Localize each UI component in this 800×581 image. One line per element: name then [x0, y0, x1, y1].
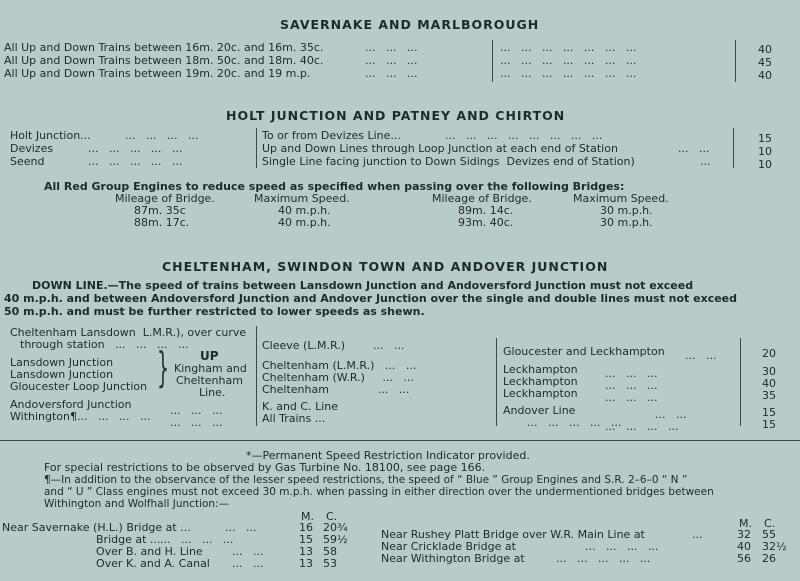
down-line-text-1: DOWN LINE.—The speed of trains between Lansdown Junction and Andoversford Junction must not exceed [32, 279, 694, 292]
bridge-name: Near Savernake (H.L.) Bridge at ... [2, 521, 191, 534]
holt-row-1-speed: 15 [758, 132, 772, 145]
bridge-name: Near Withington Bridge at [381, 552, 525, 565]
holt-row-2-speed: 10 [758, 145, 772, 158]
holt-row-2-location-dots: ... ... ... ... ... [88, 142, 183, 155]
savernake-row-1-dots: ... ... ... [365, 41, 418, 54]
bridge-miles: 15 [299, 533, 313, 546]
savernake-row-3-speed: 40 [758, 69, 772, 82]
note-blue-group-1: ¶—In addition to the observance of the lesser speed restrictions, the speed of “ Blue ” Group Engines and S.R. 2–6–0 “ N ” [44, 474, 688, 486]
down-line-text-3: 50 m.p.h. and must be further restricted to lower speeds as shewn. [4, 305, 425, 318]
holt-row-3-speed: 10 [758, 158, 772, 171]
up-line-label: Kingham and [174, 362, 247, 375]
column-rule [733, 128, 734, 168]
holt-row-3-description-dots: ... [700, 155, 711, 168]
bridge-name: Bridge at ... [96, 533, 161, 546]
bridge-name: Near Rushey Platt Bridge over W.R. Main Line at [381, 528, 645, 541]
chelt-destination: Leckhampton [503, 387, 578, 400]
chelt-dots: ... ... ... [170, 404, 223, 417]
chelt-location: Cheltenham (L.M.R.) ... ... [262, 359, 417, 372]
bridge-dots: ... ... ... ... [585, 540, 659, 553]
up-line-label: Line. [199, 386, 226, 399]
chelt-speed: 15 [762, 418, 776, 431]
bridge-mileage: 87m. 35c [134, 204, 186, 217]
bridge-chains: 20¾ [323, 521, 348, 534]
bridge-name: Over B. and H. Line [96, 545, 203, 558]
bridge-speed: 30 m.p.h. [600, 204, 653, 217]
chelt-destination: ... ... ... ... ... [527, 416, 622, 429]
bridge-speed: 40 m.p.h. [278, 204, 331, 217]
chelt-speed: 15 [762, 406, 776, 419]
savernake-row-2-speed: 45 [758, 56, 772, 69]
savernake-row-3-text: All Up and Down Trains between 19m. 20c. and 19 m.p. [4, 67, 311, 80]
bridge-dots: ... ... [232, 545, 264, 558]
bridge-chains: 58 [323, 545, 337, 558]
section-title-cheltenham: CHELTENHAM, SWINDON TOWN AND ANDOVER JUNCTION [162, 259, 609, 274]
bridge-dots: ... ... [232, 557, 264, 570]
holt-row-1-location-dots: ... ... ... ... [125, 129, 199, 142]
chelt-dots: ... ... [655, 408, 687, 421]
column-rule [740, 338, 741, 426]
bridge-miles: 13 [299, 557, 313, 570]
holt-row-2-description: Up and Down Lines through Loop Junction at each end of Station [262, 142, 618, 155]
bridge-miles: 40 [737, 540, 751, 553]
bridge-chains: 53 [323, 557, 337, 570]
bridge-mileage: 93m. 40c. [458, 216, 514, 229]
chelt-location: Lansdown Junction [10, 368, 114, 381]
holt-row-3-location: Seend [10, 155, 45, 168]
bridges-red-group-heading: All Red Group Engines to reduce speed as specified when passing over the following Bridges: [44, 180, 625, 193]
chelt-location: Withington¶... ... ... ... [10, 410, 151, 423]
chelt-location: Lansdown Junction [10, 356, 114, 369]
savernake-fill-dots: ... ... ... ... ... ... ... [500, 41, 637, 54]
chelt-destination: Gloucester and Leckhampton [503, 345, 665, 358]
holt-row-1-description-dots: ... ... ... ... ... ... ... ... [445, 129, 603, 142]
holt-row-2-description-dots: ... ... [678, 142, 710, 155]
chelt-speed: 40 [762, 377, 776, 390]
chelt-dots: ... ... ... ... [605, 420, 679, 433]
chelt-location: through station ... ... ... ... [20, 338, 189, 351]
column-rule [735, 40, 736, 82]
section-divider [0, 440, 800, 441]
section-title-savernake: SAVERNAKE AND MARLBOROUGH [280, 17, 540, 32]
chelt-location: Cheltenham Lansdown L.M.R.), over curve [10, 326, 247, 339]
note-blue-group-3: Withington and Wolfhall Junction:— [44, 498, 230, 510]
chelt-location: K. and C. Line [262, 400, 338, 413]
chelt-location: Cheltenham ... ... [262, 383, 410, 396]
up-line-label: UP [200, 349, 219, 363]
holt-row-3-location-dots: ... ... ... ... ... [88, 155, 183, 168]
column-rule [492, 40, 493, 82]
chelt-location: Gloucester Loop Junction [10, 380, 148, 393]
bridge-name: Near Cricklade Bridge at [381, 540, 516, 553]
bridges-chains-header: C. [764, 517, 776, 530]
chelt-destination: Leckhampton [503, 375, 578, 388]
holt-row-2-location: Devizes [10, 142, 54, 155]
savernake-fill-dots: ... ... ... ... ... ... ... [500, 54, 637, 67]
holt-row-3-description: Single Line facing junction to Down Sidings Devizes end of Station) [262, 155, 635, 168]
bridges-left-speed-header: Maximum Speed. [254, 192, 350, 205]
column-rule [256, 128, 257, 168]
note-gas-turbine: For special restrictions to be observed by Gas Turbine No. 18100, see page 166. [44, 461, 486, 474]
holt-row-1-description: To or from Devizes Line... [262, 129, 401, 142]
bridges-miles-header: M. [301, 510, 314, 523]
savernake-row-1-text: All Up and Down Trains between 16m. 20c. and 16m. 35c. [4, 41, 324, 54]
bridge-dots: ... ... [225, 521, 257, 534]
chelt-location: All Trains ... [262, 412, 326, 425]
savernake-row-3-dots: ... ... ... [365, 67, 418, 80]
bridge-speed: 30 m.p.h. [600, 216, 653, 229]
bridges-right-speed-header: Maximum Speed. [573, 192, 669, 205]
chelt-speed: 30 [762, 365, 776, 378]
bridges-chains-header: C. [326, 510, 338, 523]
chelt-speed: 20 [762, 347, 776, 360]
bridge-chains: 26 [762, 552, 776, 565]
bridge-miles: 32 [737, 528, 751, 541]
bridge-speed: 40 m.p.h. [278, 216, 331, 229]
savernake-fill-dots: ... ... ... ... ... ... ... [500, 67, 637, 80]
bridges-miles-header: M. [739, 517, 752, 530]
chelt-destination: Andover Line [503, 404, 576, 417]
bridge-dots: ... [692, 528, 703, 541]
chelt-dots: ... ... ... [605, 367, 658, 380]
chelt-location: Andoversford Junction [10, 398, 132, 411]
chelt-location: Cheltenham (W.R.) ... ... [262, 371, 414, 384]
bridges-right-mileage-header: Mileage of Bridge. [432, 192, 532, 205]
note-blue-group-2: and “ U ” Class engines must not exceed 30 m.p.h. when passing in either direction over the undermentioned bridges between [44, 486, 714, 498]
bridge-name: Over K. and A. Canal [96, 557, 210, 570]
bridge-mileage: 89m. 14c. [458, 204, 514, 217]
bridge-chains: 32½ [762, 540, 787, 553]
bridges-left-mileage-header: Mileage of Bridge. [115, 192, 215, 205]
bridge-miles: 56 [737, 552, 751, 565]
bridge-miles: 13 [299, 545, 313, 558]
savernake-row-2-dots: ... ... ... [365, 54, 418, 67]
column-rule [256, 326, 257, 426]
chelt-dots: ... ... [685, 349, 717, 362]
chelt-dots: ... ... ... [605, 391, 658, 404]
down-line-text-2: 40 m.p.h. and between Andoversford Junction and Andover Junction over the single and double lines must not exceed [4, 292, 738, 305]
column-rule [496, 338, 497, 426]
note-psri: *—Permanent Speed Restriction Indicator provided. [246, 449, 530, 462]
bridge-miles: 16 [299, 521, 313, 534]
bridge-dots: ... ... ... ... ... [556, 552, 651, 565]
brace: } [157, 343, 170, 392]
chelt-speed: 35 [762, 389, 776, 402]
bridge-chains: 55 [762, 528, 776, 541]
holt-row-1-location: Holt Junction... [10, 129, 91, 142]
up-line-label: Cheltenham [176, 374, 243, 387]
savernake-row-2-text: All Up and Down Trains between 18m. 50c. and 18m. 40c. [4, 54, 324, 67]
bridge-dots: ... ... ... ... [160, 533, 234, 546]
section-title-holt: HOLT JUNCTION AND PATNEY AND CHIRTON [226, 108, 566, 123]
chelt-dots: ... ... ... [605, 379, 658, 392]
savernake-row-1-speed: 40 [758, 43, 772, 56]
chelt-dots: ... ... ... [170, 416, 223, 429]
chelt-location: Cleeve (L.M.R.) ... ... [262, 339, 405, 352]
bridge-mileage: 88m. 17c. [134, 216, 190, 229]
chelt-destination: Leckhampton [503, 363, 578, 376]
bridge-chains: 59½ [323, 533, 348, 546]
